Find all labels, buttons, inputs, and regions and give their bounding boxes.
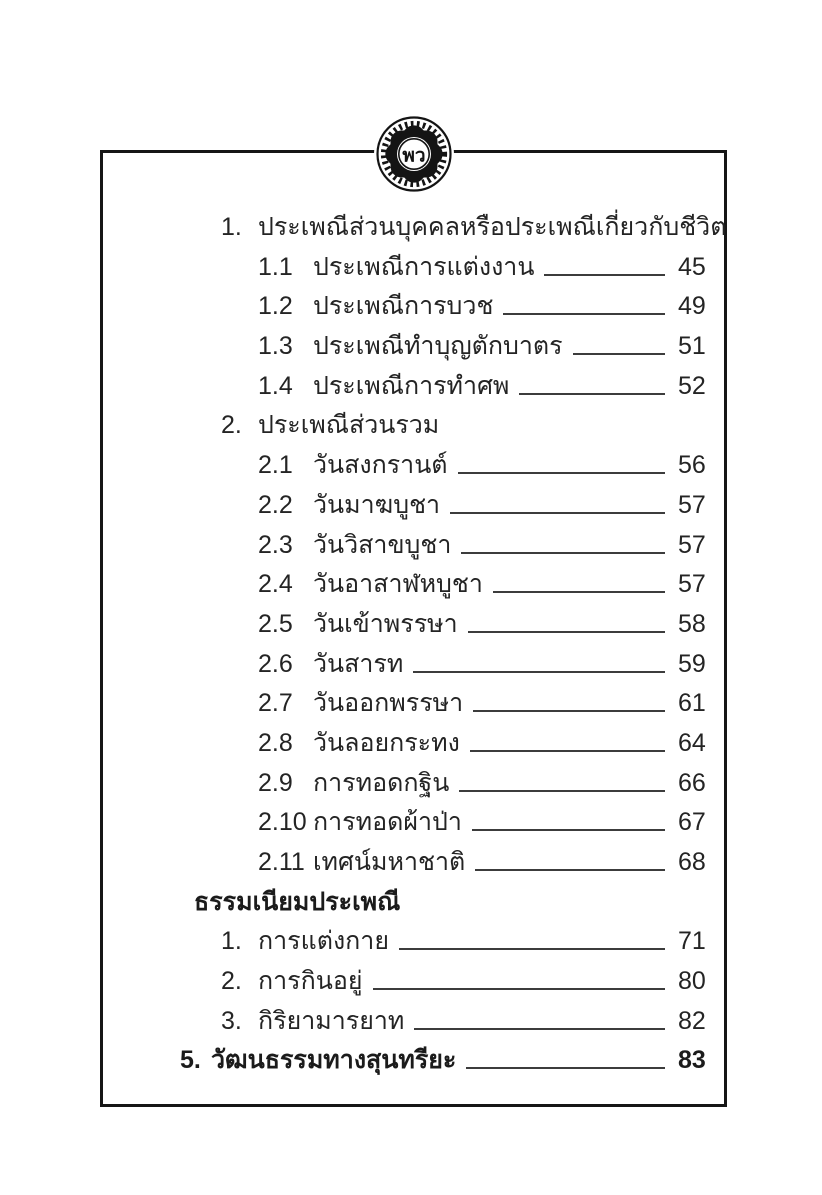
toc-leader-line: [461, 527, 665, 554]
toc-entry-page: 59: [678, 649, 706, 678]
toc-row: [106, 923, 727, 963]
toc-entry-title: วัฒนธรรมทางสุนทรียะ: [211, 1046, 457, 1075]
toc-entry-page: 56: [678, 451, 706, 480]
toc-entry-number: 1.4: [258, 371, 293, 400]
toc-entry-number: 2.3: [258, 530, 293, 559]
toc-entry-number: 1.2: [258, 292, 293, 321]
toc-entry-title: เทศน์มหาชาติ: [313, 848, 466, 876]
toc-entry-page: 80: [678, 967, 706, 996]
toc-row: [106, 368, 727, 408]
toc-row: [106, 328, 727, 368]
toc-list: [106, 209, 727, 1082]
toc-row: [106, 884, 727, 924]
toc-entry-page: 66: [678, 768, 706, 797]
toc-entry-title: ประเพณีการแต่งงาน: [313, 252, 535, 281]
toc-row: [106, 646, 727, 686]
toc-row: [106, 407, 727, 447]
toc-row: [106, 606, 727, 646]
toc-row: [106, 765, 727, 805]
toc-entry-page: 83: [678, 1046, 706, 1075]
toc-entry-number: 2.1: [258, 451, 293, 480]
toc-entry-number: 2.: [221, 411, 242, 440]
toc-entry-number: 2.8: [258, 728, 293, 757]
toc-leader-line: [503, 288, 665, 315]
toc-leader-line: [472, 804, 665, 831]
toc-entry-title: วันอาสาฬหบูชา: [313, 570, 483, 599]
toc-row: [106, 249, 727, 289]
toc-leader-line: [458, 447, 665, 474]
toc-entry-page: 57: [678, 570, 706, 599]
toc-row: [106, 209, 727, 249]
toc-leader-line: [413, 646, 665, 673]
toc-entry-page: 68: [678, 848, 706, 876]
toc-entry-title: การทอดผ้าป่า: [313, 808, 462, 837]
toc-leader-line: [519, 368, 665, 395]
toc-entry-number: 2.2: [258, 490, 293, 519]
toc-entry-title: วันวิสาขบูชา: [313, 530, 452, 559]
toc-entry-page: 82: [678, 1006, 706, 1035]
toc-entry-page: 52: [678, 371, 706, 400]
toc-entry-number: 1.: [221, 213, 242, 241]
toc-entry-title: วันลอยกระทง: [313, 728, 460, 757]
toc-entry-title: การทอดกฐิน: [313, 768, 450, 797]
toc-entry-title: วันสงกรานต์: [313, 451, 448, 480]
toc-row: [106, 804, 727, 844]
toc-entry-title: ประเพณีทำบุญตักบาตร: [313, 332, 563, 361]
toc-leader-line: [459, 765, 665, 792]
toc-entry-title: ประเพณีส่วนบุคคลหรือประเพณีเกี่ยวกับชีวิต: [258, 213, 727, 241]
toc-entry-number: 2.: [221, 967, 242, 996]
toc-leader-line: [475, 844, 665, 871]
toc-entry-title: วันสารท: [313, 649, 404, 678]
toc-row: [106, 487, 727, 527]
toc-row: [106, 447, 727, 487]
toc-entry-title: การแต่งกาย: [258, 927, 389, 956]
toc-leader-line: [468, 606, 665, 633]
toc-entry-title: ประเพณีการบวช: [313, 292, 494, 321]
toc-entry-page: 67: [678, 808, 706, 837]
toc-entry-page: 57: [678, 490, 706, 519]
toc-row: [106, 527, 727, 567]
toc-entry-page: 58: [678, 609, 706, 638]
toc-entry-title: การกินอยู่: [258, 967, 363, 996]
toc-leader-line: [573, 328, 665, 355]
toc-entry-number: 1.1: [258, 252, 293, 281]
toc-leader-line: [544, 249, 665, 276]
toc-entry-title: วันเข้าพรรษา: [313, 609, 458, 638]
toc-entry-page: 49: [678, 292, 706, 321]
toc-entry-number: 2.7: [258, 689, 293, 718]
toc-entry-title: วันมาฆบูชา: [313, 490, 441, 519]
toc-entry-title: กิริยามารยาท: [258, 1006, 405, 1035]
toc-leader-line: [373, 963, 666, 990]
toc-entry-page: 64: [678, 728, 706, 757]
toc-entry-number: 2.4: [258, 570, 293, 599]
toc-entry-number: 2.9: [258, 768, 293, 797]
toc-leader-line: [399, 923, 665, 950]
toc-row: [106, 566, 727, 606]
toc-entry-page: 61: [678, 689, 706, 718]
page-frame: [100, 150, 727, 1107]
toc-entry-title: วันออกพรรษา: [313, 689, 464, 718]
toc-entry-number: 3.: [221, 1006, 242, 1035]
toc-entry-page: 71: [678, 927, 706, 956]
toc-entry-page: 57: [678, 530, 706, 559]
toc-entry-number: 2.10: [258, 808, 307, 837]
toc-entry-number: 2.11: [258, 848, 305, 876]
toc-leader-line: [414, 1003, 665, 1030]
toc-row: [106, 288, 727, 328]
toc-leader-line: [493, 566, 665, 593]
toc-row: [106, 844, 727, 884]
toc-entry-page: 51: [678, 332, 706, 361]
toc-entry-number: 1.3: [258, 332, 293, 361]
toc-leader-line: [450, 487, 665, 514]
toc-leader-line: [473, 685, 665, 712]
seal-monogram: พว: [402, 145, 426, 167]
toc-entry-number: 2.5: [258, 609, 293, 638]
toc-row: [106, 1042, 727, 1082]
toc-row: [106, 685, 727, 725]
toc-row: [106, 725, 727, 765]
toc-entry-number: 2.6: [258, 649, 293, 678]
toc-entry-page: 45: [678, 252, 706, 281]
toc-leader-line: [466, 1042, 665, 1069]
publisher-seal-logo: [373, 113, 455, 195]
toc-entry-title: ธรรมเนียมประเพณี: [194, 887, 401, 916]
toc-entry-number: 1.: [221, 927, 242, 956]
toc-entry-title: ประเพณีการทำศพ: [313, 371, 510, 400]
toc-row: [106, 963, 727, 1003]
toc-entry-number: 5.: [180, 1046, 201, 1075]
toc-row: [106, 1003, 727, 1043]
toc-entry-title: ประเพณีส่วนรวม: [258, 411, 440, 440]
toc-leader-line: [470, 725, 665, 752]
